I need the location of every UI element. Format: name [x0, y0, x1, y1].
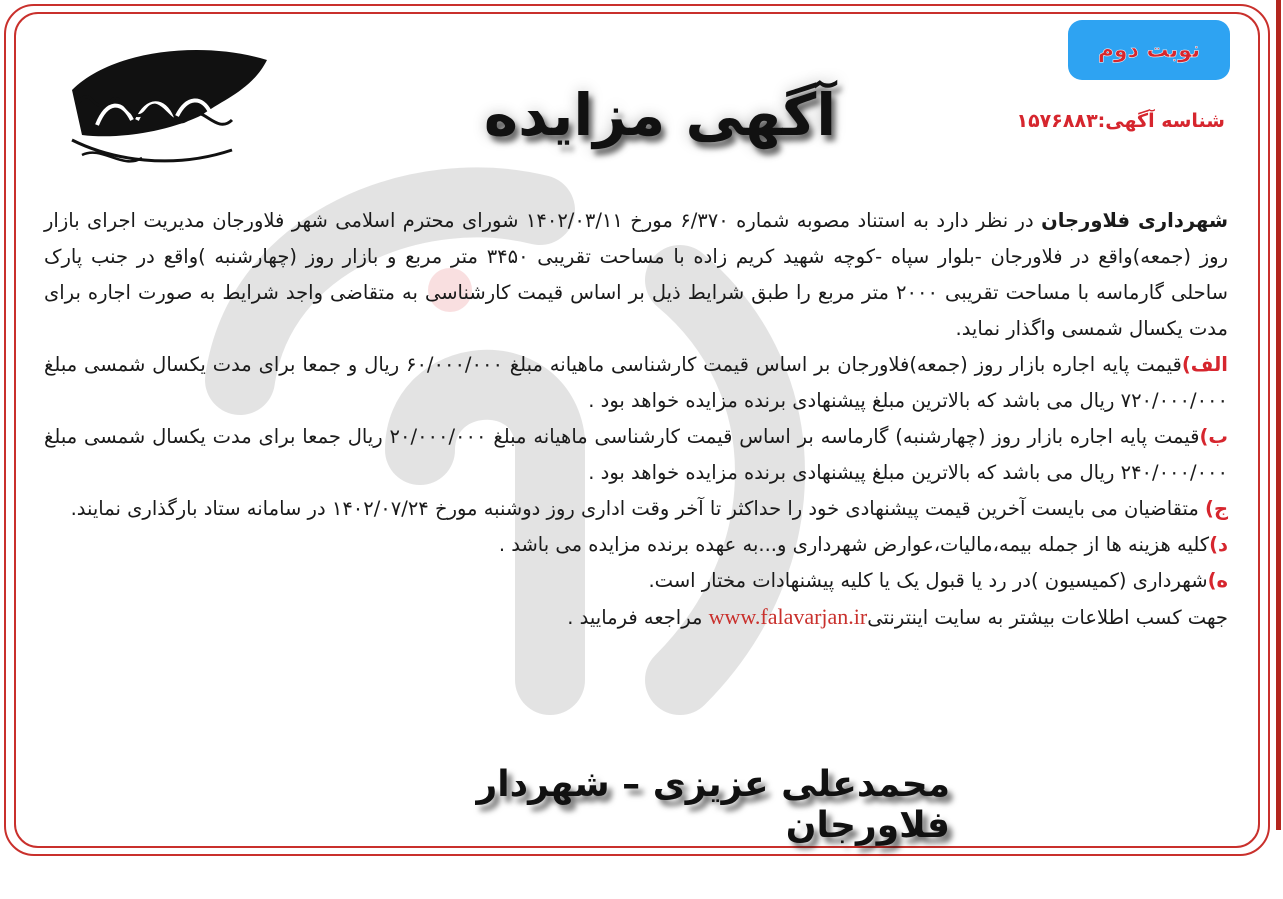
notice-id: شناسه آگهی:۱۵۷۶۸۸۳: [1016, 110, 1225, 132]
more-info-after: مراجعه فرمایید .: [567, 606, 709, 629]
clause-e: [44, 563, 1228, 599]
more-info: [44, 599, 1228, 636]
notice-body: [44, 203, 1228, 636]
clause-e-text: شهرداری (کمیسیون )در رد یا قبول یک یا کلیه پیشنهادات مختار است.: [648, 569, 1208, 592]
clause-a-label: الف): [1181, 353, 1228, 376]
intro-text: در نظر دارد به استناد مصوبه شماره ۶/۳۷۰ مورخ ۱۴۰۲/۰۳/۱۱ شورای محترم اسلامی شهر فلاورجان مدیریت اجرای بازار روز (جمعه)واقع در فلاورجان -بلوار سپاه -کوچه شهید کریم زاده با مساحت تقریبی ۳۴۵۰ متر مربع و بازار روز (چهارشنبه )واقع در جنب پارک ساحلی گارماسه با مساحت تقریبی ۲۰۰۰ متر مربع را طبق شرایط ذیل بر اساس قیمت کارشناسی به متقاضی واجد شرایط به صورت اجاره برای مدت یکسال شمسی واگذار نماید.: [44, 209, 1229, 340]
more-info-before: جهت کسب اطلاعات بیشتر به سایت اینترنتی: [867, 606, 1228, 629]
clause-c-text: متقاضیان می بایست آخرین قیمت پیشنهادی خود را حداکثر تا آخر وقت اداری روز دوشنبه مورخ ۱۴۰۲/۰۷/۲۴ در سامانه ستاد بارگذاری نمایند.: [70, 497, 1206, 520]
website-link[interactable]: www.falavarjan.ir: [708, 604, 868, 629]
clause-b: [44, 419, 1228, 491]
notice-title: [470, 60, 850, 170]
clause-c-label: ج): [1205, 497, 1228, 520]
round-badge-label: نوبت دوم: [1097, 37, 1201, 63]
clause-b-label: ب): [1199, 425, 1228, 448]
clause-d: [44, 527, 1228, 563]
clause-d-text: کلیه هزینه ها از جمله بیمه،مالیات،عوارض شهرداری و...به عهده برنده مزایده می باشد .: [498, 533, 1210, 556]
clause-a: [44, 347, 1228, 419]
signature-text: محمدعلی عزیزی – شهردار فلاورجان: [476, 764, 950, 846]
clause-c: [44, 491, 1228, 527]
signature: [330, 764, 950, 846]
clause-e-label: ه): [1207, 569, 1228, 592]
clause-d-label: د): [1209, 533, 1228, 556]
municipality-logo: [52, 20, 272, 180]
title-text: آگهی مزایده: [483, 81, 837, 149]
clause-a-text: قیمت پایه اجاره بازار روز (جمعه)فلاورجان بر اساس قیمت کارشناسی ماهیانه مبلغ ۶۰/۰۰۰/۰۰۰ ریال و جمعا برای مدت یکسال شمسی مبلغ ۷۲۰/۰۰۰/۰۰۰ ریال می باشد که بالاترین مبلغ پیشنهادی برنده مزایده خواهد بود .: [44, 353, 1228, 412]
page-edge-strip: [1274, 0, 1283, 899]
intro-paragraph: [44, 203, 1228, 347]
intro-org: شهرداری فلاورجان: [1041, 209, 1229, 232]
round-badge: [1068, 20, 1230, 80]
clause-b-text: قیمت پایه اجاره بازار روز (چهارشنبه) گارماسه بر اساس قیمت کارشناسی ماهیانه مبلغ ۲۰/۰۰۰/۰۰۰ ریال جمعا برای مدت یکسال شمسی مبلغ ۲۴۰/۰۰۰/۰۰۰ ریال می باشد که بالاترین مبلغ پیشنهادی برنده مزایده خواهد بود .: [44, 425, 1228, 484]
